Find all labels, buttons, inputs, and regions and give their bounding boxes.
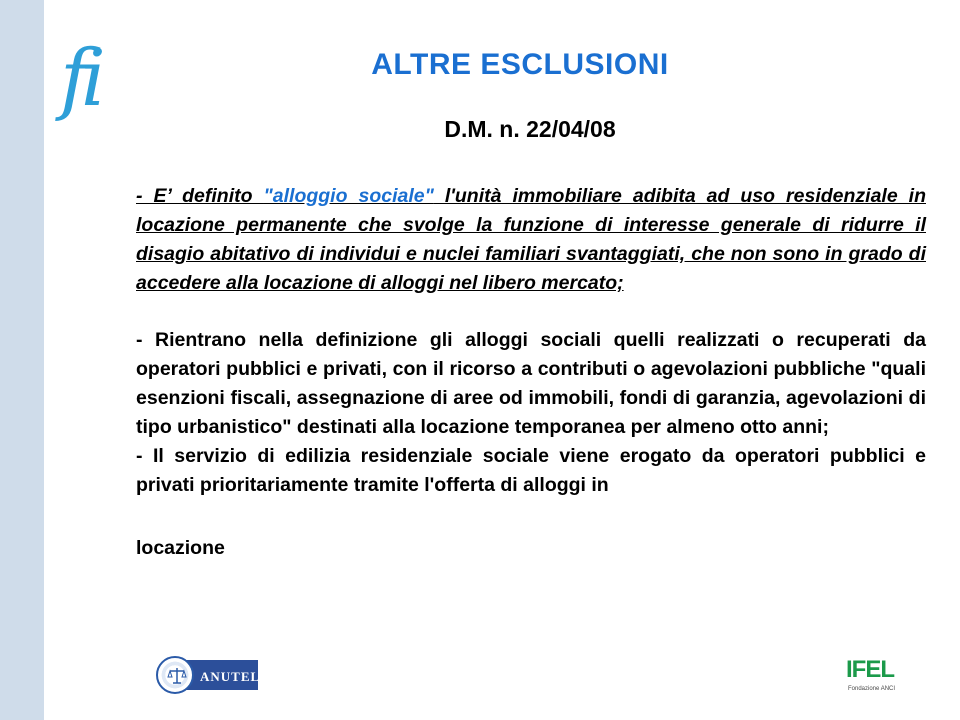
slide-title: ALTRE ESCLUSIONI xyxy=(371,48,669,81)
paragraph-definizione: - Rientrano nella definizione gli alloggi sociali quelli realizzati o recuperati da operatori pubblici e privati, con il ricorso a contributi o agevolazioni pubbliche "quali esenzioni fiscali, assegnazione di aree od immobili, fondi di garanzia, agevolazioni di tipo urbanistico" destinati alla locazione temporanea per almeno otto anni; xyxy=(136,329,926,438)
paragraph-servizio: - Il servizio di edilizia residenziale sociale viene erogato da operatori pubblici e privati prioritariamente tramite l'offerta di alloggi in xyxy=(136,445,926,496)
slide-body xyxy=(136,182,926,563)
left-decorative-band xyxy=(0,0,44,720)
para1-rest: l'unità immobiliare adibita ad uso residenziale in locazione permanente che svolge la funzione di interesse generale di ridurre il disagio abitativo di individui e nuclei familiari svantaggiati, che non sono in grado di accedere alla locazione di alloggi nel libero mercato; xyxy=(136,185,926,294)
fi-logo: fi xyxy=(60,34,98,124)
para1-prefix: - E’ definito xyxy=(136,185,264,207)
ifel-logo xyxy=(846,656,906,700)
slide-subtitle: D.M. n. 22/04/08 xyxy=(444,116,616,142)
ifel-logo-text: IFEL xyxy=(846,656,894,683)
term-alloggio-sociale: "alloggio sociale" xyxy=(263,185,434,207)
anutel-logo-text: ANUTEL xyxy=(200,669,261,684)
ifel-logo-subtitle: Fondazione ANCI xyxy=(848,686,896,692)
paragraph-spacer xyxy=(136,298,926,326)
anutel-emblem xyxy=(156,656,194,694)
paragraph-servizio-end: locazione xyxy=(136,537,225,559)
scales-icon xyxy=(167,666,187,686)
anutel-logo xyxy=(156,656,260,696)
paragraph-alloggio-sociale xyxy=(136,182,926,298)
